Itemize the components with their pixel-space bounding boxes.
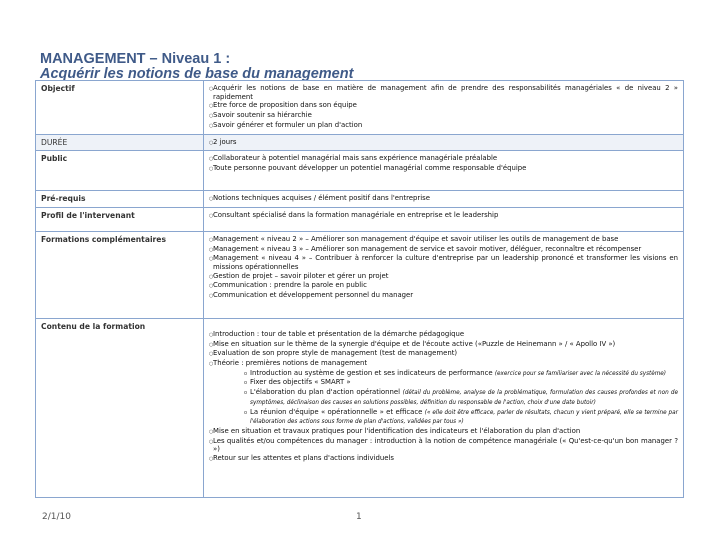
bullet-icon: ○ [209,122,214,129]
page-number: 1 [356,512,362,522]
bullet-icon: ○ [209,156,214,163]
list-item: ○ Retour sur les attentes et plans d'actions individuels [209,454,394,463]
table-row-contenu [36,318,684,497]
row-label: Contenu de la formation [36,318,204,497]
bullet-icon: ○ [209,212,214,219]
row-content [204,231,684,318]
table-row-objectif [36,81,684,135]
list-item: ○ Communication et développement personnel du manager [209,291,414,300]
row-content [204,191,684,208]
bullet-icon: ○ [209,283,214,290]
sub-list-item: o Fixer des objectifs « SMART » [244,378,351,387]
page-title: MANAGEMENT – Niveau 1 : [40,51,231,67]
row-label: Profil de l'intervenant [36,207,204,231]
row-content [204,151,684,191]
row-label: Objectif [36,81,204,135]
list-item: ○ Evaluation de son propre style de management (test de management) [209,349,458,358]
list-item: ○ Notions techniques acquises / élément positif dans l'entreprise [209,194,430,203]
list-item: ○ Savoir soutenir sa hiérarchie [209,111,312,120]
bullet-icon: ○ [209,273,214,280]
bullet-icon: ○ [209,331,214,338]
list-item: ○ Acquérir les notions de base en matière de management afin de prendre des responsabilités managériales « de niveau 2 » rapidement [209,84,678,101]
bullet-icon: ○ [209,351,214,358]
table-row-duree [36,134,684,151]
sub-bullet-icon: o [244,390,248,397]
list-item: ○ 2 jours [209,137,237,146]
bullet-icon: ○ [209,438,214,445]
bullet-icon: ○ [209,341,214,348]
footer-date: 2/1/10 [42,512,71,522]
list-item: ○ Les qualités et/ou compétences du manager : introduction à la notion de compétence managériale (« Qu'est-ce-qu'un bon manager ? ») [209,436,678,454]
sub-bullet-icon: o [244,380,248,387]
bullet-icon: ○ [209,196,214,203]
row-content [204,134,684,151]
page-title-block [40,52,353,82]
list-item: ○ Savoir générer et formuler un plan d'action [209,120,363,129]
bullet-icon: ○ [209,246,214,253]
list-item: ○ Communication : prendre la parole en public [209,281,367,290]
list-item: ○ Collaborateur à potentiel managérial mais sans expérience managériale préalable [209,154,498,163]
row-content [204,207,684,231]
bullet-icon: ○ [209,236,214,243]
bullet-icon: ○ [209,428,214,435]
bullet-icon: ○ [209,139,214,146]
sub-list-item: o La réunion d'équipe « opérationnelle » et efficace (« elle doit être efficace, parler de résultats, chacun y vient préparé, elle se termine par l'élaboration des actions sous forme de plan d'actions, validées par tous ») [244,407,678,426]
sub-list-item: o L'élaboration du plan d'action opérationnel (détail du problème, analyse de la problématique, formulation des causes profondes et non de symptômes, déclinaison des causes en solutions possibles, définition du responsable de l'action, choix d'une date butoir) [244,388,678,406]
list-item: ○ Management « niveau 2 » – Améliorer son management d'équipe et savoir utiliser les outils de management de base [209,234,619,243]
table-row-public [36,151,684,191]
page-subtitle: Acquérir les notions de base du management [40,66,354,82]
row-content [204,318,684,497]
list-item: ○ Gestion de projet – savoir piloter et gérer un projet [209,271,389,280]
list-item: ○ Management « niveau 4 » – Contribuer à renforcer la culture d'entreprise par un leadership prononcé et transformer les visions en missions opérationnelles [209,254,678,272]
list-item: ○ Toute personne pouvant développer un potentiel managérial comme responsable d'équipe [209,163,527,172]
row-label: DURÉE [36,134,204,151]
row-label: Pré-requis [36,191,204,208]
list-item: ○ Introduction : tour de table et présentation de la démarche pédagogique [209,329,465,338]
bullet-icon: ○ [209,113,214,120]
sub-bullet-icon: o [244,409,248,416]
table-row-profil [36,207,684,231]
bullet-icon: ○ [209,86,214,92]
list-item: ○ Management « niveau 3 » – Améliorer son management de service et savoir motiver, déléguer, reconnaître et récompenser [209,244,642,253]
list-item: ○ Mise en situation sur le thème de la synergie d'équipe et de l'écoute active («Puzzle de Heinemann » / « Apollo IV ») [209,339,616,348]
table-row-prerequis [36,191,684,208]
program-table [35,80,684,498]
sub-list-item: o Introduction au système de gestion et ses indicateurs de performance (exercice pour se familiariser avec la nécessité du système) [244,368,667,377]
row-label: Formations complémentaires [36,231,204,318]
bullet-icon: ○ [209,456,214,463]
table-row-formations [36,231,684,318]
bullet-icon: ○ [209,103,214,110]
list-item: ○ Mise en situation et travaux pratiques pour l'identification des indicateurs et l'élaboration du plan d'action [209,426,581,435]
bullet-icon: ○ [209,165,214,172]
list-item: ○ Théorie : premières notions de management [209,359,368,368]
sub-bullet-icon: o [244,370,248,377]
bullet-icon: ○ [209,256,214,263]
list-item: ○ Etre force de proposition dans son équipe [209,101,357,110]
list-item: ○ Consultant spécialisé dans la formation managériale en entreprise et le leadership [209,210,499,219]
bullet-icon: ○ [209,361,214,368]
row-content [204,81,684,135]
row-label: Public [36,151,204,191]
bullet-icon: ○ [209,293,214,300]
